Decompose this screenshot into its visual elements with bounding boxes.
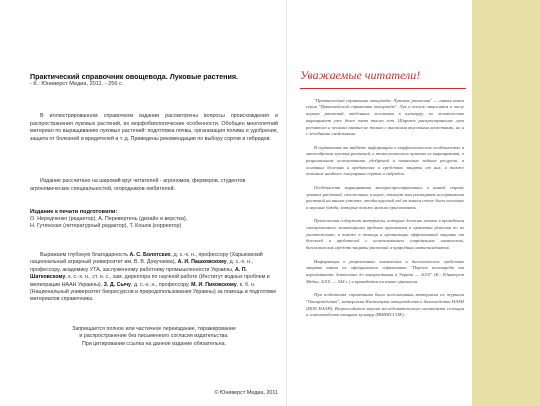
publisher-copyright: © Юниверст Медиа, 2011 bbox=[214, 390, 278, 396]
credits-heading: Издание к печати подготовили: bbox=[30, 209, 118, 215]
acknowledgements-paragraph bbox=[30, 252, 278, 304]
thanks-name: З. Д. Сычу bbox=[103, 281, 132, 288]
thanks-intro: Выражаем глубокую благодарность bbox=[40, 252, 130, 258]
letter-paragraph: Информация о разрешенных химических и биологических средствах защиты взята из официального справочника "Перелік пестицидів та агрохімікатів, дозволених до використання в Україні — 2010" (К.: Юниверст Медиа, 2010. — 544 с.) и приводится на языке оригинала. bbox=[306, 258, 464, 284]
letter-paragraph: Особенности выращивания малораспространенных в нашей стране луковых растений, изложенные в книге, помогут вам расширить ассортимент растений на вашем участке, чтобы круглый год на вашем столе было полезные и вкусные блюда, которые также можно приготовить. bbox=[306, 184, 464, 210]
letter-paragraph: Приложения содержат материалы, которые должны помочь в проведении своевременного мониторинга вредных организмов и принятии решения по их уничтожению, а также в помощь в организации эффективной защиты от болезней и вредителей с использованием современных химических, биологических средств защиты растений и природных антиоксидантов. bbox=[306, 218, 464, 251]
thanks-text: , д. с.-х. н., профессору (Харьковский национальный аграрный университет им. В. В. Докучаева), bbox=[30, 252, 263, 266]
thanks-name: А. С. Болотских bbox=[129, 252, 171, 258]
abstract-paragraph: В иллюстрированном справочном издании рассмотрены вопросы происхождения и распространения луковых растений, их морфобиологические особенности. Обобщен многолетний материал по выращиванию луковых растений: подготовка почвы, организация полива и удобрения, защита от болезней и вредителей и т. д. Приведены рекомендации по выбору сортов и гибридов. bbox=[30, 113, 278, 142]
cover-strip bbox=[472, 0, 540, 406]
thanks-text: , к. б. н. (Национальный университет биоресурсов и природопользования Украины) за помощь в подготовке материалов справочника. bbox=[30, 281, 277, 303]
letter-paragraph: "Практический справочник овощевода. Луковые растения" — пятая книга серии "Практический справочник овощевода". Лук и чеснок относятся к числу первых растений, введенных человеком в культуру, их человечество выращивает уже более пяти тысяч лет. Широкое распространение лука репчатого и чеснока связано не только с высокими вкусовыми качествами, но и с лечебными свойствами. bbox=[306, 97, 464, 137]
thanks-name: М. И. Пиковскому bbox=[191, 281, 237, 288]
credits-list: О. Нередченко (редактор), А. Перевертень (дизайн и верстка), Н. Гутянская (литературный редактор), Т. Кошок (корректор) bbox=[30, 216, 188, 230]
greeting-heading: Уважаемые читатели! bbox=[300, 68, 421, 82]
thanks-name: А. П. Шатковскому bbox=[30, 266, 247, 281]
letter-paragraph: В справочнике вы найдете информацию о морфологических особенностях и многообразии луковых растений, о технологических приемах их выращивания, о рациональном использовании удобрений и почвенных водных ресурсов, и основных болезнях и вредителях и средствах защиты от них, а также описание наиболее популярных сортов и гибридов. bbox=[306, 144, 464, 177]
thanks-name: А. И. Пашковскому bbox=[177, 259, 227, 266]
thanks-text: , к. с.-х. н., ст. н. с., зам. директора по научной работе (Институт водных проблем и мелиорации НААН Украины), bbox=[30, 274, 270, 288]
heading-rule bbox=[300, 88, 466, 89]
letter-body bbox=[306, 91, 464, 326]
letter-paragraph: При подготовке справочника были использованы материалы из журнала "Овощеводство", материалы Института овощеводства и бахчеводства НААН (ИОБ НААН), Всероссийского научно-исследовательского института селекции и семеноводства овощных культур (ВНИИССОК). bbox=[306, 292, 464, 318]
copyright-notice: Запрещается полное или частичное переиздание, тиражирование и распространение без письменного согласия издательства. При цитировании ссылка на данное издание обязательна. bbox=[72, 326, 236, 347]
thanks-text: , д. с.-х. н., профессору, bbox=[131, 281, 192, 288]
thanks-text: , д. с.-х. н., профессору, академику УТА, заслуженному работнику промышленности Украины, bbox=[30, 259, 254, 273]
bibliographic-line: - К.: Юниверст Медиа, 2011. - 256 с. bbox=[30, 81, 124, 87]
audience-paragraph: Издание рассчитано на широкий круг читателей - агрономов, фермеров, студентов агрономических специальностей, огородников-любителей. bbox=[30, 178, 246, 192]
book-title: Практический справочник овощевода. Луковые растения. bbox=[30, 72, 239, 81]
